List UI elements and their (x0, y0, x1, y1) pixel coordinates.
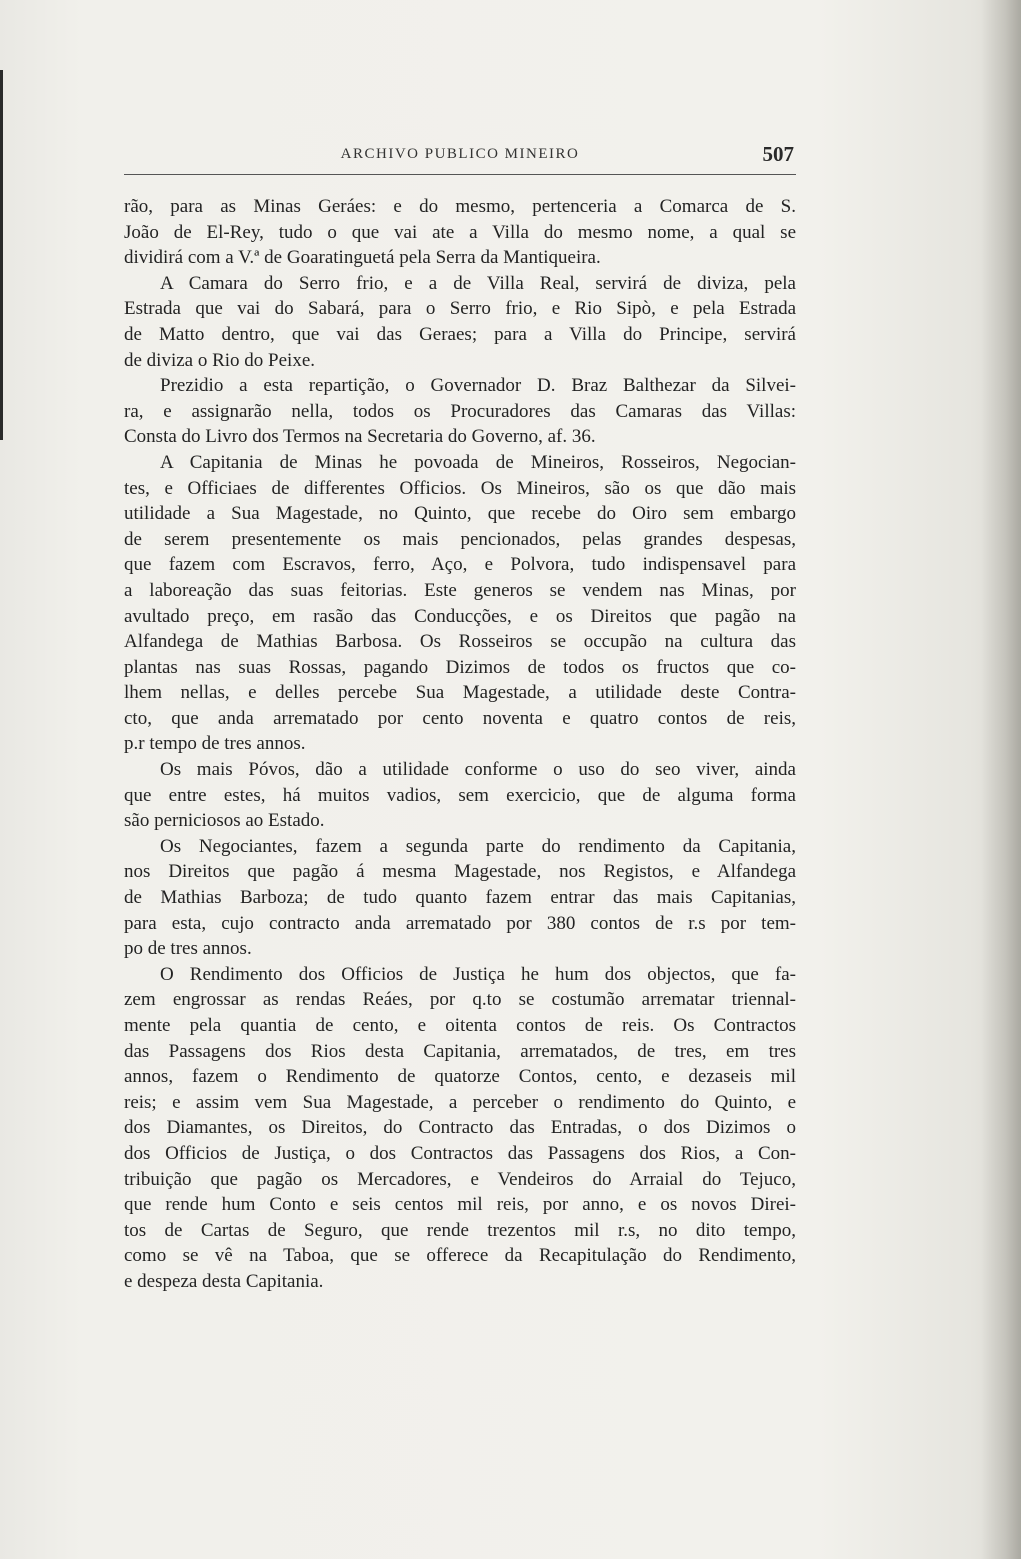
text-line: ra, e assignarão nella, todos os Procuradores das Camaras das Villas: (124, 400, 796, 422)
text-line: de Matto dentro, que vai das Geraes; para a Villa do Principe, servirá (124, 323, 796, 345)
text-line: João de El-Rey, tudo o que vai ate a Villa do mesmo nome, a qual se (124, 221, 796, 243)
text-line: plantas nas suas Rossas, pagando Dizimos de todos os fructos que co- (124, 656, 796, 678)
text-line: tribuição que pagão os Mercadores, e Vendeiros do Arraial do Tejuco, (124, 1168, 796, 1190)
text-line: po de tres annos. (124, 938, 252, 960)
text-line: Alfandega de Mathias Barbosa. Os Rosseiros se occupão na cultura das (124, 631, 796, 653)
text-line: zem engrossar as rendas Reáes, por q.to se costumão arrematar triennal- (124, 989, 796, 1011)
text-line: O Rendimento dos Officios de Justiça he hum dos objectos, que fa- (160, 963, 796, 985)
text-line: que rende hum Conto e seis centos mil reis, por anno, e os novos Direi- (124, 1194, 796, 1216)
paragraph (124, 450, 796, 757)
paragraph (124, 194, 796, 271)
page-edge-shadow (981, 0, 1021, 1559)
binding-edge (0, 70, 3, 440)
paragraph (124, 962, 796, 1295)
text-line: Consta do Livro dos Termos na Secretaria do Governo, af. 36. (124, 426, 596, 448)
text-line: a laboreação das suas feitorias. Este generos se vendem nas Minas, por (124, 579, 796, 601)
text-line: que fazem com Escravos, ferro, Aço, e Polvora, tudo indispensavel para (124, 554, 796, 576)
running-title: ARCHIVO PUBLICO MINEIRO (340, 146, 580, 162)
text-line: de diviza o Rio do Peixe. (124, 349, 316, 371)
text-line: p.r tempo de tres annos. (124, 733, 306, 755)
page-header (124, 140, 796, 170)
text-line: Os Negociantes, fazem a segunda parte do rendimento da Capitania, (160, 835, 796, 857)
header-rule (124, 174, 796, 175)
paragraph (124, 757, 796, 834)
text-line: avultado preço, em rasão das Conducções, e os Direitos que pagão na (124, 605, 796, 627)
text-line: de serem presentemente os mais pencionados, pelas grandes despesas, (124, 528, 796, 550)
text-line: tes, e Officiaes de differentes Officios. Os Mineiros, são os que dão mais (124, 477, 796, 499)
text-line: que entre estes, há muitos vadios, sem exercicio, que de alguma forma (124, 784, 796, 806)
paragraph (124, 834, 796, 962)
text-line: de Mathias Barboza; de tudo quanto fazem entrar das mais Capitanias, (124, 887, 796, 909)
text-line: dos Officios de Justiça, o dos Contractos das Passagens dos Rios, a Con- (124, 1142, 796, 1164)
text-line: Estrada que vai do Sabará, para o Serro frio, e Rio Sipò, e pela Estrada (124, 298, 796, 320)
text-line: dos Diamantes, os Direitos, do Contracto das Entradas, o dos Dizimos o (124, 1117, 796, 1139)
text-line: e despeza desta Capitania. (124, 1270, 324, 1292)
text-line: cto, que anda arrematado por cento noventa e quatro contos de reis, (124, 707, 796, 729)
text-line: rão, para as Minas Geráes: e do mesmo, pertenceria a Comarca de S. (124, 196, 796, 217)
text-line: reis; e assim vem Sua Magestade, a perceber o rendimento do Quinto, e (124, 1091, 796, 1113)
text-line: tos de Cartas de Seguro, que rende trezentos mil r.s, no dito tempo, (124, 1219, 796, 1241)
body-text (124, 194, 796, 1295)
text-line: nos Direitos que pagão á mesma Magestade, nos Registos, e Alfandega (124, 861, 796, 883)
text-line: lhem nellas, e delles percebe Sua Magestade, a utilidade deste Contra- (124, 682, 796, 704)
text-line: annos, fazem o Rendimento de quatorze Contos, cento, e dezaseis mil (124, 1066, 796, 1088)
text-line: A Camara do Serro frio, e a de Villa Real, servirá de diviza, pela (160, 272, 796, 294)
text-line: A Capitania de Minas he povoada de Mineiros, Rosseiros, Negocian- (160, 451, 796, 473)
text-line: Os mais Póvos, dão a utilidade conforme o uso do seo viver, ainda (160, 759, 796, 781)
text-line: utilidade a Sua Magestade, no Quinto, que recebe do Oiro sem embargo (124, 503, 796, 525)
page-number: 507 (762, 142, 794, 166)
text-line: das Passagens dos Rios desta Capitania, arrematados, de tres, em tres (124, 1040, 796, 1062)
paragraph (124, 373, 796, 450)
text-line: Prezidio a esta repartição, o Governador D. Braz Balthezar da Silvei- (160, 375, 796, 397)
text-line: dividirá com a V.ª de Goaratinguetá pela Serra da Mantiqueira. (124, 247, 601, 269)
text-line: como se vê na Taboa, que se offerece da Recapitulação do Rendimento, (124, 1245, 796, 1267)
text-line: são perniciosos ao Estado. (124, 810, 325, 832)
text-line: para esta, cujo contracto anda arrematado por 380 contos de r.s por tem- (124, 912, 796, 934)
text-line: mente pela quantia de cento, e oitenta contos de reis. Os Contractos (124, 1015, 796, 1036)
paragraph (124, 271, 796, 373)
